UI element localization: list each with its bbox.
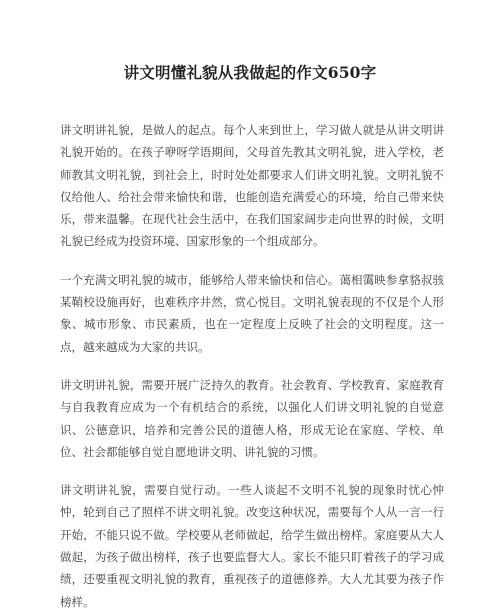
article-body xyxy=(60,119,444,613)
paragraph-3: 讲文明讲礼貌，需要开展广泛持久的教育。社会教育、学校教育、家庭教育与自我教育应成为一个有机结合的系统，以强化人们讲文明礼貌的自觉意识、公德意识，培养和完善公民的道德人格，形成无论在家庭、学校、单位、社会都能够自觉自愿地讲文明、讲礼貌的习惯。 xyxy=(60,377,444,459)
paragraph-4: 讲文明讲礼貌，需要自觉行动。一些人谈起不文明不礼貌的现象时忧心忡忡，轮到自己了照样不讲文明礼貌。改变这种状况，需要每个人从一言一行开始，不能只说不做。学校要从老师做起，给学生做出榜样。家庭要从大人做起，为孩子做出榜样，孩子也要监督大人。家长不能只盯着孩子的学习成绩，还要重视文明礼貌的教育，重视孩子的道德修养。大人尤其要为孩子作榜样。 xyxy=(60,483,444,609)
paragraph-2: 一个充满文明礼貌的城市，能够给人带来愉快和信心。蔼相霭映参拿貉叔骇某鞘校设施再好，也难秩序井然，赏心悦目。文明礼貌表现的不仅是个人形象、城市形象、市民素质，也在一定程度上反映了社会的文明程度。这一点，越来越成为大家的共识。 xyxy=(60,272,444,354)
paragraph-1: 讲文明讲礼貌，是做人的起点。每个人来到世上，学习做人就是从讲文明讲礼貌开始的。在孩子咿呀学语期间，父母首先教其文明礼貌，进入学校，老师教其文明礼貌，到社会上，时时处处都要求人们讲文明礼貌。文明礼貌不仅给他人、给社会带来愉快和谐，也能创造充满爱心的环境，给自己带来快乐，带来温馨。在现代社会生活中，在我们国家阔步走向世界的时候，文明礼貌已经成为投资环境、国家形象的一个组成部分。 xyxy=(60,123,444,249)
article-title: 讲文明懂礼貌从我做起的作文650字 xyxy=(123,63,377,82)
